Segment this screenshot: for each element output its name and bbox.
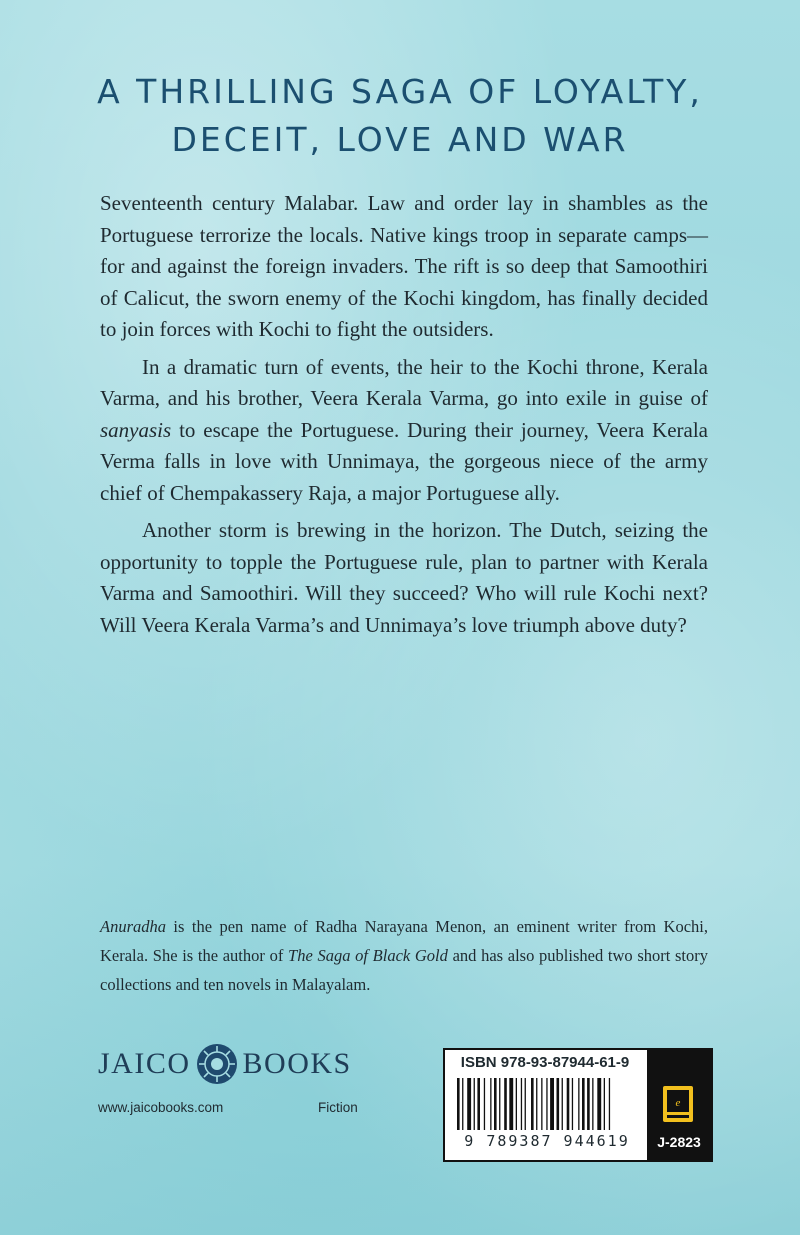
blurb [100, 188, 708, 641]
barcode-panel [443, 1048, 713, 1162]
barcode-digits: 9 789387 944619 [464, 1132, 630, 1150]
author-text-1: is the pen name of Radha Narayana Menon, an eminent writer from Kochi, Kerala. She is the author of [100, 917, 708, 965]
publisher-logo [98, 1042, 428, 1086]
svg-text:e: e [675, 1097, 681, 1109]
blurb-paragraph-3: Another storm is brewing in the horizon. The Dutch, seizing the opportunity to topple the Portuguese rule, plan to partner with Kerala Varma and Samoothiri. Will they succeed? Who will rule Kochi next? Will Veera Kerala Varma’s and Unnimaya’s love triumph above duty? [100, 518, 708, 637]
blurb-paragraph-1: Seventeenth century Malabar. Law and order lay in shambles as the Portuguese terrorize the locals. Native kings troop in separate camps—for and against the foreign invaders. The rift is so deep that Samoothiri of Calicut, the sworn enemy of the Kochi kingdom, has finally decided to join forces with Kochi to fight the outsiders. [100, 191, 708, 341]
author-name: Anuradha [100, 917, 166, 936]
sun-emblem-icon [195, 1042, 239, 1086]
ebook-panel [647, 1050, 711, 1160]
book-category: Fiction [318, 1100, 358, 1115]
brand-right: BOOKS [242, 1047, 352, 1080]
blurb-p2-italic: sanyasis [100, 417, 172, 442]
book-code: J-2823 [657, 1134, 701, 1150]
blurb-paragraph-2 [100, 352, 708, 510]
blurb-p2-start: In a dramatic turn of events, the heir to the Kochi throne, Kerala Varma, and his brother, Veera Kerala Varma, go into exile in guise of [100, 354, 708, 410]
author-book-title: The Saga of Black Gold [288, 946, 448, 965]
brand-left: JAICO [98, 1047, 191, 1080]
publisher-meta [98, 1100, 428, 1115]
blurb-p2-end: to escape the Portuguese. During their journey, Veera Kerala Verma falls in love with Unnimaya, the gorgeous niece of the army chief of Chempakassery Raja, a major Portuguese ally. [100, 417, 708, 505]
headline-line-1: A THRILLING SAGA OF LOYALTY, [97, 72, 703, 111]
publisher-url[interactable]: www.jaicobooks.com [98, 1100, 224, 1115]
author-bio [100, 912, 708, 999]
headline-line-2: DECEIT, LOVE AND WAR [171, 120, 629, 159]
barcode-bars [455, 1078, 639, 1130]
isbn-label: ISBN 978-93-87944-61-9 [460, 1054, 630, 1071]
headline [0, 68, 800, 164]
author-text-2: and has also published two short story collections and ten novels in Malayalam. [100, 946, 709, 994]
publisher-block [98, 1042, 428, 1142]
ebook-available-icon [663, 1086, 693, 1122]
